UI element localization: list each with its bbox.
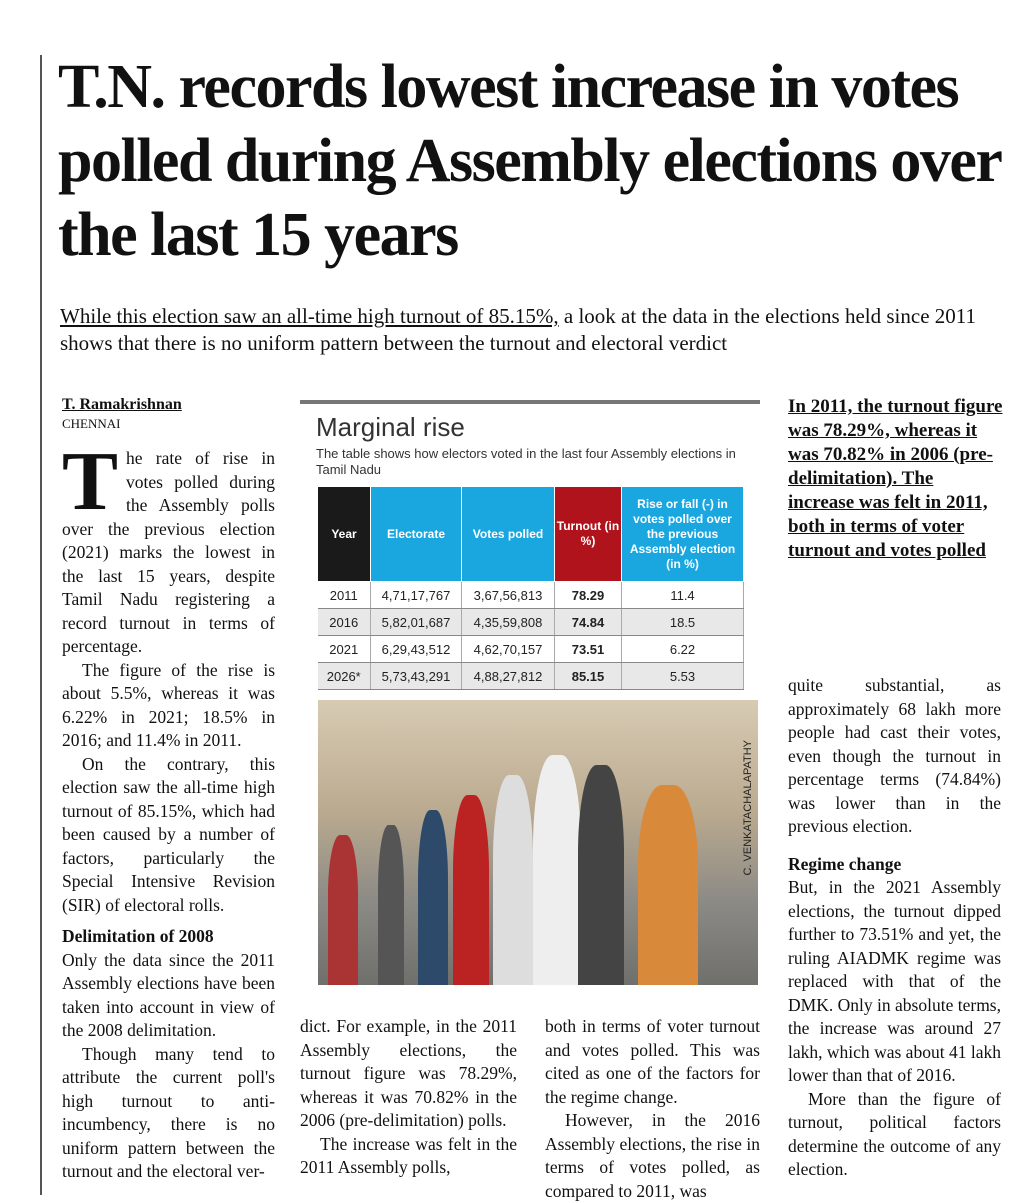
dateline: CHENNAI — [62, 416, 121, 431]
paragraph: dict. For example, in the 2011 Assembly elections, the turnout figure was 78.29%, whereas it was 70.82% in the 2006 (pre-delimitation) polls. — [300, 1016, 517, 1130]
paragraph-text: he rate of rise in votes polled during the Assembly polls over the previous election (2021) marks the lowest in the last 15 years, despite Tamil Nadu registering a record turnout in terms of percentage. — [62, 448, 275, 656]
paragraph: both in terms of voter turnout and votes polled. This was cited as one of the factors for the regime change. — [545, 1016, 760, 1107]
table-title: Marginal rise — [316, 412, 465, 442]
subhead-rest: a look at the data in the elections held since 2011 shows that there is no uniform pattern between the turnout and electoral verdict — [60, 304, 976, 355]
paragraph — [62, 435, 275, 659]
photo-credit: C. VENKATACHALAPATHY — [742, 740, 754, 876]
paragraph: The increase was felt in the 2011 Assembly polls, — [300, 1133, 517, 1177]
header-year: Year — [318, 487, 371, 582]
paragraph: However, in the 2016 Assembly elections, the rise in terms of votes polled, as compared to 2011, was — [545, 1110, 760, 1201]
paragraph: But, in the 2021 Assembly elections, the turnout dipped further to 73.51% and yet, the ruling AIADMK regime was replaced with that of the DMK. Only in absolute terms, the increase was around 27 lakh, which was about 41 lakh lower than that of 2016. — [788, 877, 1001, 1085]
cell: 73.51 — [555, 636, 622, 663]
subhead-underlined: While this election saw an all-time high turnout of 85.15%, — [60, 304, 559, 328]
header-turnout: Turnout (in %) — [555, 487, 622, 582]
cell: 18.5 — [622, 609, 744, 636]
table-description: The table shows how electors voted in the last four Assembly elections in Tamil Nadu — [316, 446, 736, 477]
paragraph: On the contrary, this election saw the all-time high turnout of 85.15%, which had been caused by a number of factors, particularly the Special Intensive Revision (SIR) of electoral rolls. — [62, 753, 275, 915]
section-heading: Delimitation of 2008 — [62, 926, 214, 946]
paragraph: Only the data since the 2011 Assembly elections have been taken into account in view of the 2008 delimitation. — [62, 949, 275, 1040]
column-1 — [62, 395, 275, 1184]
cell: 85.15 — [555, 663, 622, 690]
paragraph: The figure of the rise is about 5.5%, whereas it was 6.22% in 2021; 18.5% in 2016; and 11.4% in 2011. — [62, 659, 275, 750]
column-3 — [545, 1015, 760, 1203]
cell: 4,71,17,767 — [371, 582, 462, 609]
cell: 6,29,43,512 — [371, 636, 462, 663]
column-2 — [300, 1015, 517, 1180]
cell: 11.4 — [622, 582, 744, 609]
cell: 5,82,01,687 — [371, 609, 462, 636]
column-rule — [40, 55, 42, 1195]
cell: 2021 — [318, 636, 371, 663]
header-electorate: Electorate — [371, 487, 462, 582]
table-row — [318, 582, 744, 609]
cell: 4,62,70,157 — [462, 636, 555, 663]
cell: 3,67,56,813 — [462, 582, 555, 609]
table-row — [318, 663, 744, 690]
cell: 78.29 — [555, 582, 622, 609]
cell: 2011 — [318, 582, 371, 609]
cell: 2016 — [318, 609, 371, 636]
cell: 74.84 — [555, 609, 622, 636]
cell: 2026* — [318, 663, 371, 690]
cell: 5.53 — [622, 663, 744, 690]
header-rise: Rise or fall (-) in votes polled over the previous Assembly election (in %) — [622, 487, 744, 582]
cell: 4,88,27,812 — [462, 663, 555, 690]
column-4 — [788, 674, 1001, 1182]
byline: T. Ramakrishnan — [62, 396, 182, 413]
cell: 5,73,43,291 — [371, 663, 462, 690]
voters-queue-photo — [318, 700, 758, 985]
cell: 4,35,59,808 — [462, 609, 555, 636]
table-row — [318, 636, 744, 663]
paragraph: More than the figure of turnout, political factors determine the outcome of any election. — [788, 1088, 1001, 1179]
paragraph: quite substantial, as approximately 68 lakh more people had cast their votes, even though the turnout in percentage terms (74.84%) was lower than in the previous election. — [788, 675, 1001, 836]
table-box — [300, 400, 760, 690]
data-table — [317, 486, 744, 690]
cell: 6.22 — [622, 636, 744, 663]
subheadline — [60, 303, 1010, 357]
section-heading: Regime change — [788, 853, 902, 874]
table-row — [318, 609, 744, 636]
drop-cap: T — [62, 435, 119, 528]
paragraph: Though many tend to attribute the current poll's high turnout to anti-incumbency, there is no uniform pattern between the turnout and the electoral ver- — [62, 1043, 275, 1181]
header-votes: Votes polled — [462, 487, 555, 582]
pull-quote: In 2011, the turnout figure was 78.29%, whereas it was 70.82% in 2006 (pre-delimitation). The increase was felt in 2011, both in terms of voter turnout and votes polled — [788, 396, 1003, 561]
headline: T.N. records lowest increase in votes polled during Assembly elections over the last 15 years — [58, 53, 1001, 269]
